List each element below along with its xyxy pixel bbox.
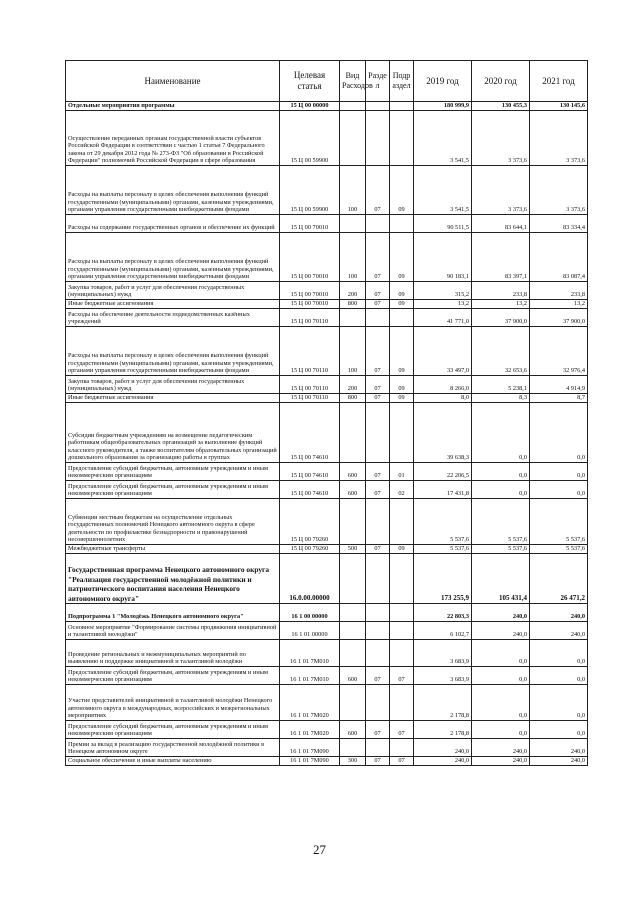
table-row: [66, 102, 588, 111]
row-value-2019: 13,2: [414, 300, 472, 309]
row-vid: 300: [340, 757, 366, 766]
row-value-2019: 2 178,8: [414, 685, 472, 721]
table-row: [66, 757, 588, 766]
row-value-2019: 41 771,0: [414, 309, 472, 327]
table-row: [66, 481, 588, 499]
row-value-2020: 0,0: [472, 481, 530, 499]
row-podrazdel: [390, 403, 414, 463]
row-name: Расходы на выплаты персоналу в целях обеспечения выполнения функций государственными (муниципальными) органами, казенными учреждениями, органами управления государственными внебюджетными фондами: [66, 233, 280, 282]
row-target-code: 15 Ц 00 74610: [280, 403, 340, 463]
row-value-2019: 3 541,5: [414, 166, 472, 215]
row-target-code: 15 Ц 00 79260: [280, 499, 340, 545]
row-razdel: [366, 111, 390, 166]
row-podrazdel: [390, 499, 414, 545]
row-podrazdel: 02: [390, 481, 414, 499]
header-razdel: Разде л: [366, 61, 390, 102]
row-vid: [340, 640, 366, 667]
table-row: [66, 403, 588, 463]
row-vid: 100: [340, 327, 366, 376]
row-value-2021: 0,0: [530, 481, 588, 499]
row-razdel: 07: [366, 282, 390, 300]
table-row: [66, 309, 588, 327]
row-razdel: 07: [366, 166, 390, 215]
row-value-2019: 90 183,1: [414, 233, 472, 282]
row-target-code: 15 Ц 00 00000: [280, 102, 340, 111]
row-value-2020: 0,0: [472, 667, 530, 685]
row-value-2021: 130 145,6: [530, 102, 588, 111]
row-value-2020: 5 238,1: [472, 376, 530, 394]
row-value-2021: 8,7: [530, 394, 588, 403]
row-value-2021: 83 087,4: [530, 233, 588, 282]
row-target-code: 16.0.00.00000: [280, 554, 340, 604]
page-number: 27: [313, 842, 326, 857]
row-name: Участие представителей инициативной и талантливой молодёжи Ненецкого автономного округа в международных, всероссийских и межрегиональных мероприятиях: [66, 685, 280, 721]
row-vid: [340, 604, 366, 622]
table-row: [66, 721, 588, 739]
row-podrazdel: 01: [390, 463, 414, 481]
header-row: [66, 61, 588, 102]
row-value-2019: 3 541,5: [414, 111, 472, 166]
row-razdel: 07: [366, 376, 390, 394]
row-value-2019: 6 102,7: [414, 622, 472, 640]
row-value-2021: 37 900,0: [530, 309, 588, 327]
row-name: Предоставление субсидий бюджетным, автономным учреждениям и иным некоммерческим организациям: [66, 481, 280, 499]
row-razdel: [366, 403, 390, 463]
row-razdel: 07: [366, 667, 390, 685]
row-value-2019: 3 683,9: [414, 640, 472, 667]
row-podrazdel: [390, 111, 414, 166]
row-name: Субвенции местным бюджетам на осуществление отдельных государственных полномочий Ненецкого автономного округа в сфере деятельности по профилактике безнадзорности и правонарушений несовершеннолетних: [66, 499, 280, 545]
table-row: [66, 640, 588, 667]
row-target-code: 15 Ц 00 70010: [280, 300, 340, 309]
row-name: Основное мероприятие "Формирование системы продвижения инициативной и талантливой молодёжи": [66, 622, 280, 640]
row-name: Предоставление субсидий бюджетным, автономным учреждениям и иным некоммерческим организациям: [66, 667, 280, 685]
row-vid: 100: [340, 166, 366, 215]
row-value-2019: 90 511,5: [414, 215, 472, 233]
row-value-2019: 8 266,0: [414, 376, 472, 394]
row-value-2020: 130 455,3: [472, 102, 530, 111]
row-value-2020: 240,0: [472, 757, 530, 766]
row-razdel: 07: [366, 463, 390, 481]
row-name: Расходы на выплаты персоналу в целях обеспечения выполнения функций государственными (муниципальными) органами, казенными учреждениями, органами управления государственными внебюджетными фондами: [66, 327, 280, 376]
row-value-2021: 0,0: [530, 403, 588, 463]
row-razdel: [366, 622, 390, 640]
row-podrazdel: 09: [390, 394, 414, 403]
row-name: Предоставление субсидий бюджетным, автономным учреждениям и иным некоммерческим организациям: [66, 721, 280, 739]
row-target-code: 16 1 01 7М090: [280, 757, 340, 766]
row-vid: [340, 111, 366, 166]
row-value-2021: 0,0: [530, 667, 588, 685]
row-razdel: 07: [366, 394, 390, 403]
row-name: Расходы на выплаты персоналу в целях обеспечения выполнения функций государственными (муниципальными) органами, казенными учреждениями, органами управления государственными внебюджетными фондами: [66, 166, 280, 215]
row-value-2020: 5 537,6: [472, 499, 530, 545]
row-vid: [340, 309, 366, 327]
row-target-code: 16 1 01 7М090: [280, 739, 340, 757]
row-value-2020: 0,0: [472, 640, 530, 667]
row-target-code: 16 1 00 00000: [280, 604, 340, 622]
table-row: [66, 327, 588, 376]
table-row: [66, 667, 588, 685]
row-name: Предоставление субсидий бюджетным, автономным учреждениям и иным некоммерческим организациям: [66, 463, 280, 481]
row-podrazdel: [390, 640, 414, 667]
header-2019: 2019 год: [414, 61, 472, 102]
row-target-code: 15 Ц 00 70110: [280, 327, 340, 376]
row-target-code: 15 Ц 00 59900: [280, 111, 340, 166]
row-value-2020: 3 373,6: [472, 111, 530, 166]
table-row: [66, 545, 588, 554]
row-razdel: [366, 640, 390, 667]
row-podrazdel: [390, 685, 414, 721]
header-podrazdel: Подр аздел: [390, 61, 414, 102]
row-name: Проведение региональных и межмуниципальных мероприятий по выявлению и поддержке инициативной и талантливой молодёжи: [66, 640, 280, 667]
row-name: Премии за вклад в реализацию государственной молодёжной политики в Ненецком автономном округе: [66, 739, 280, 757]
table-row: [66, 685, 588, 721]
row-value-2019: 5 537,6: [414, 545, 472, 554]
row-vid: [340, 622, 366, 640]
row-razdel: 07: [366, 481, 390, 499]
row-value-2021: 0,0: [530, 463, 588, 481]
row-target-code: 15 Ц 00 70110: [280, 309, 340, 327]
row-value-2021: 32 976,4: [530, 327, 588, 376]
row-vid: 100: [340, 233, 366, 282]
row-value-2020: 13,2: [472, 300, 530, 309]
row-value-2019: 173 255,9: [414, 554, 472, 604]
row-razdel: 07: [366, 327, 390, 376]
row-vid: [340, 403, 366, 463]
row-value-2019: 8,0: [414, 394, 472, 403]
row-target-code: 15 Ц 00 70010: [280, 215, 340, 233]
row-value-2021: 0,0: [530, 640, 588, 667]
row-target-code: 15 Ц 00 70010: [280, 233, 340, 282]
row-value-2021: 240,0: [530, 739, 588, 757]
row-name: Иные бюджетные ассигнования: [66, 394, 280, 403]
row-vid: 200: [340, 282, 366, 300]
row-podrazdel: [390, 309, 414, 327]
row-razdel: 07: [366, 757, 390, 766]
row-name: Социальное обеспечение и иные выплаты населению: [66, 757, 280, 766]
row-value-2019: 5 537,6: [414, 499, 472, 545]
row-vid: [340, 102, 366, 111]
table-row: [66, 233, 588, 282]
row-value-2020: 0,0: [472, 463, 530, 481]
table-row: [66, 394, 588, 403]
row-razdel: 07: [366, 300, 390, 309]
row-name: Иные бюджетные ассигнования: [66, 300, 280, 309]
row-value-2021: 240,0: [530, 622, 588, 640]
header-2021: 2021 год: [530, 61, 588, 102]
row-podrazdel: 07: [390, 721, 414, 739]
row-value-2020: 0,0: [472, 685, 530, 721]
row-value-2021: 13,2: [530, 300, 588, 309]
row-value-2019: 240,0: [414, 739, 472, 757]
row-value-2020: 3 373,6: [472, 166, 530, 215]
row-target-code: 15 Ц 00 70010: [280, 282, 340, 300]
row-value-2021: 3 373,6: [530, 111, 588, 166]
row-value-2019: 17 431,8: [414, 481, 472, 499]
row-name: Подпрограмма 1 "Молодёжь Ненецкого автономного округа": [66, 604, 280, 622]
row-podrazdel: 09: [390, 300, 414, 309]
row-vid: [340, 685, 366, 721]
row-podrazdel: [390, 604, 414, 622]
row-value-2020: 0,0: [472, 721, 530, 739]
header-vid: Вид Расходов: [340, 61, 366, 102]
row-target-code: 15 Ц 00 74610: [280, 481, 340, 499]
table-row: [66, 166, 588, 215]
row-razdel: 07: [366, 233, 390, 282]
row-podrazdel: 09: [390, 166, 414, 215]
row-value-2021: 26 471,2: [530, 554, 588, 604]
row-razdel: [366, 309, 390, 327]
row-target-code: 16 1 01 7М020: [280, 685, 340, 721]
row-razdel: [366, 499, 390, 545]
row-value-2020: 0,0: [472, 403, 530, 463]
row-name: Расходы на содержание государственных органов и обеспечение их функций: [66, 215, 280, 233]
row-target-code: 15 Ц 00 74610: [280, 463, 340, 481]
row-value-2019: 22 803,3: [414, 604, 472, 622]
row-podrazdel: [390, 622, 414, 640]
row-value-2021: 0,0: [530, 721, 588, 739]
budget-table: [65, 60, 588, 766]
row-value-2020: 5 537,6: [472, 545, 530, 554]
row-vid: [340, 739, 366, 757]
row-razdel: [366, 554, 390, 604]
row-name: Государственная программа Ненецкого автономного округа "Реализация государственной молодёжной политики и патриотического воспитания населения Ненецкого автономного округа": [66, 554, 280, 604]
row-target-code: 16 1 01 7М020: [280, 721, 340, 739]
row-value-2020: 32 653,6: [472, 327, 530, 376]
row-podrazdel: 09: [390, 327, 414, 376]
row-podrazdel: 09: [390, 233, 414, 282]
table-row: [66, 282, 588, 300]
row-target-code: 15 Ц 00 70110: [280, 394, 340, 403]
row-vid: 800: [340, 394, 366, 403]
row-target-code: 16 1 01 00000: [280, 622, 340, 640]
row-value-2021: 5 537,6: [530, 499, 588, 545]
row-target-code: 16 1 01 7М010: [280, 667, 340, 685]
row-value-2020: 240,0: [472, 622, 530, 640]
row-vid: [340, 499, 366, 545]
row-name: Закупка товаров, работ и услуг для обеспечения государственных (муниципальных) нужд: [66, 376, 280, 394]
table-row: [66, 604, 588, 622]
table-row: [66, 554, 588, 604]
row-value-2021: 240,0: [530, 604, 588, 622]
row-value-2021: 0,0: [530, 685, 588, 721]
row-podrazdel: [390, 215, 414, 233]
header-2020: 2020 год: [472, 61, 530, 102]
row-value-2021: 233,8: [530, 282, 588, 300]
row-name: Субсидии бюджетным учреждениям на возмещение педагогическим работникам общеобразовательных организаций за выполнение функций классного руководителя, а также воспитателям образовательных организаций дошкольного образования за организацию работы в группах: [66, 403, 280, 463]
row-razdel: [366, 102, 390, 111]
row-value-2019: 39 638,3: [414, 403, 472, 463]
table-row: [66, 622, 588, 640]
table-row: [66, 739, 588, 757]
row-vid: 800: [340, 300, 366, 309]
row-value-2020: 83 397,1: [472, 233, 530, 282]
row-razdel: 07: [366, 721, 390, 739]
table-row: [66, 111, 588, 166]
row-value-2020: 8,3: [472, 394, 530, 403]
row-podrazdel: [390, 739, 414, 757]
row-vid: 600: [340, 463, 366, 481]
row-value-2019: 240,0: [414, 757, 472, 766]
table-row: [66, 376, 588, 394]
row-razdel: [366, 215, 390, 233]
row-name: Осуществление переданных органам государственной власти субъектов Российской Федерации в соответствии с частью 1 статьи 7 Федерального закона от 29 декабря 2012 года № 273-ФЗ "Об образовании в Российской Федерации" полномочий Российской Федерации в сфере образования: [66, 111, 280, 166]
row-podrazdel: 09: [390, 545, 414, 554]
header-target: Целевая статья: [280, 61, 340, 102]
row-value-2019: 22 206,5: [414, 463, 472, 481]
row-target-code: 15 Ц 00 59900: [280, 166, 340, 215]
row-target-code: 16 1 01 7М010: [280, 640, 340, 667]
header-name: Наименование: [66, 61, 280, 102]
row-podrazdel: [390, 554, 414, 604]
row-podrazdel: 07: [390, 667, 414, 685]
row-value-2019: 33 497,0: [414, 327, 472, 376]
table-body: [66, 102, 588, 766]
row-value-2020: 233,8: [472, 282, 530, 300]
row-vid: [340, 215, 366, 233]
row-razdel: [366, 739, 390, 757]
row-target-code: 15 Ц 00 70110: [280, 376, 340, 394]
row-podrazdel: 09: [390, 282, 414, 300]
row-value-2021: 4 914,9: [530, 376, 588, 394]
table-row: [66, 499, 588, 545]
row-vid: 600: [340, 721, 366, 739]
row-name: Закупка товаров, работ и услуг для обеспечения государственных (муниципальных) нужд: [66, 282, 280, 300]
row-value-2020: 240,0: [472, 604, 530, 622]
row-name: Межбюджетные трансферты: [66, 545, 280, 554]
row-value-2021: 5 537,6: [530, 545, 588, 554]
row-name: Расходы на обеспечение деятельности подведомственных казённых учреждений: [66, 309, 280, 327]
row-vid: 500: [340, 545, 366, 554]
table-row: [66, 463, 588, 481]
row-podrazdel: 07: [390, 757, 414, 766]
row-vid: 600: [340, 667, 366, 685]
table-row: [66, 215, 588, 233]
row-value-2020: 240,0: [472, 739, 530, 757]
row-name: Отдельные мероприятия программы: [66, 102, 280, 111]
row-value-2020: 37 900,0: [472, 309, 530, 327]
row-vid: [340, 554, 366, 604]
row-value-2019: 315,2: [414, 282, 472, 300]
row-vid: 600: [340, 481, 366, 499]
row-value-2019: 2 178,8: [414, 721, 472, 739]
row-razdel: 07: [366, 545, 390, 554]
row-razdel: [366, 685, 390, 721]
table-row: [66, 300, 588, 309]
row-podrazdel: 09: [390, 376, 414, 394]
row-podrazdel: [390, 102, 414, 111]
row-target-code: 15 Ц 00 79260: [280, 545, 340, 554]
row-value-2019: 180 999,9: [414, 102, 472, 111]
row-value-2020: 105 431,4: [472, 554, 530, 604]
row-value-2020: 83 644,1: [472, 215, 530, 233]
row-value-2021: 83 334,4: [530, 215, 588, 233]
row-vid: 200: [340, 376, 366, 394]
row-value-2019: 3 683,9: [414, 667, 472, 685]
row-value-2021: 3 373,6: [530, 166, 588, 215]
row-razdel: [366, 604, 390, 622]
row-value-2021: 240,0: [530, 757, 588, 766]
